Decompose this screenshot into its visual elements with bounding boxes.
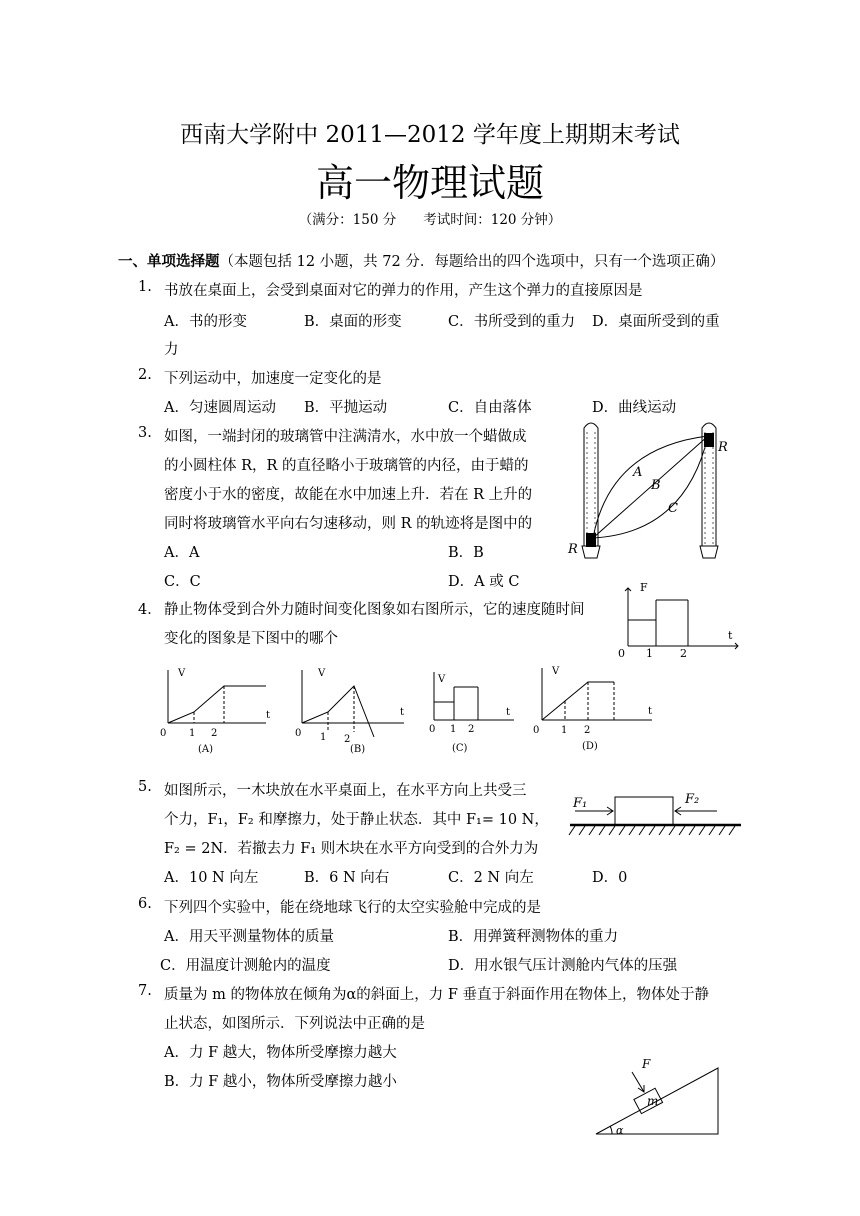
q7-option-a: A．力 F 越大，物体所受摩擦力越大 <box>164 1045 397 1061</box>
q7-incline-figure <box>590 1050 730 1138</box>
q5-line-2: 个力，F₁，F₂ 和摩擦力，处于静止状态．其中 F₁= 10 N， <box>164 812 549 828</box>
q4-graph-a <box>156 662 271 757</box>
q7-option-b: B．力 F 越小，物体所受摩擦力越小 <box>164 1074 397 1090</box>
q3-option-c: C．C <box>164 574 201 590</box>
graph-d-tick-1: 1 <box>561 725 568 736</box>
q5-option-d: D．0 <box>592 870 628 886</box>
q7-number: 7. <box>138 983 152 999</box>
force-label: F <box>642 1057 651 1071</box>
graph-d-t-label: t <box>648 706 653 717</box>
q6-stem: 下列四个实验中，能在绕地球飞行的太空实验舱中完成的是 <box>164 900 541 916</box>
q3-line-4: 同时将玻璃管水平向右匀速移动，则 R 的轨迹将是图中的 <box>164 516 533 532</box>
q4-force-time-figure <box>610 578 745 660</box>
force-arrow <box>632 1072 644 1092</box>
f2-label: F₂ <box>685 792 700 807</box>
q5-line-1: 如图所示，一木块放在水平桌面上，在水平方向上共受三 <box>164 783 527 799</box>
mass-label: m <box>647 1094 659 1108</box>
exam-subject-title: 高一物理试题 <box>315 161 544 205</box>
q5-option-c: C．2 N 向左 <box>448 870 534 886</box>
label-r-top: R <box>718 440 728 455</box>
graph-d-caption: (D) <box>582 741 598 752</box>
graph-b-tick-1: 1 <box>320 732 327 743</box>
graph-c-tick-2: 2 <box>468 724 475 735</box>
q2-option-d: D．曲线运动 <box>592 400 677 416</box>
tick-1: 1 <box>646 647 653 660</box>
exam-info: （满分：150 分 考试时间：120 分钟） <box>298 212 562 228</box>
graph-a-tick-2: 2 <box>211 728 218 739</box>
q2-option-a: A．匀速圆周运动 <box>164 400 276 416</box>
graph-b-t-label: t <box>400 707 405 718</box>
graph-a-v-label: V <box>178 668 186 679</box>
q3-line-3: 密度小于水的密度，故能在水中加速上升．若在 R 上升的 <box>164 487 533 503</box>
q3-number: 3. <box>138 425 152 441</box>
q3-option-b: B．B <box>448 545 484 561</box>
q6-option-b: B．用弹簧秤测物体的重力 <box>448 929 619 945</box>
section-heading <box>118 250 724 271</box>
label-a: A <box>633 465 643 480</box>
wax-cylinder-bottom <box>586 533 596 547</box>
right-tube-stopper <box>700 546 718 558</box>
graph-a-curve <box>168 686 266 723</box>
section-description: （本题包括 12 小题，共 72 分．每题给出的四个选项中，只有一个选项正确） <box>219 254 725 270</box>
q2-option-c: C．自由落体 <box>448 400 532 416</box>
q1-option-b: B．桌面的形变 <box>304 314 402 330</box>
wooden-block <box>615 797 673 825</box>
tick-0: 0 <box>618 647 625 660</box>
f1-label: F₁ <box>573 796 588 811</box>
q4-number: 4． <box>138 602 162 618</box>
q3-tube-figure <box>560 418 740 568</box>
q5-option-a: A．10 N 向左 <box>164 870 259 886</box>
graph-a-tick-0: 0 <box>160 728 167 739</box>
q1-stem: 书放在桌面上，会受到桌面对它的弹力的作用，产生这个弹力的直接原因是 <box>164 283 643 299</box>
f-axis-label: F <box>640 581 648 594</box>
graph-b-tick-2: 2 <box>344 734 351 745</box>
q4-graph-c <box>426 662 521 757</box>
tick-2: 2 <box>680 647 687 660</box>
q1-option-d-wrap: 力 <box>164 342 179 358</box>
q3-line-2: 的小圆柱体 R，R 的直径略小于玻璃管的内径，由于蜡的 <box>164 458 529 474</box>
q1-option-a: A．书的形变 <box>164 314 247 330</box>
q3-option-a: A．A <box>164 545 200 561</box>
q3-option-d: D．A 或 C <box>448 574 520 590</box>
graph-a-tick-1: 1 <box>189 728 196 739</box>
q6-option-c: C．用温度计测舱内的温度 <box>160 958 331 974</box>
label-r-bottom: R <box>568 542 578 557</box>
q2-number: 2. <box>138 367 152 383</box>
graph-d-v-label: V <box>552 666 560 677</box>
graph-c-t-label: t <box>506 707 511 718</box>
q1-option-c: C．书所受到的重力 <box>448 314 576 330</box>
graph-b-caption: (B) <box>350 744 366 755</box>
q4-graph-b <box>292 662 412 757</box>
q2-stem: 下列运动中，加速度一定变化的是 <box>164 371 382 387</box>
graph-b-v-label: V <box>318 668 326 679</box>
q6-option-a: A．用天平测量物体的质量 <box>164 929 334 945</box>
graph-a-caption: (A) <box>198 744 214 755</box>
q7-line-1: 质量为 m 的物体放在倾角为α的斜面上，力 F 垂直于斜面作用在物体上，物体处于静 <box>164 987 710 1003</box>
graph-d-tick-2: 2 <box>584 725 591 736</box>
q4-graph-d <box>530 660 658 757</box>
graph-c-v-label: V <box>438 674 446 685</box>
table-hatching <box>569 826 735 835</box>
q2-option-b: B．平抛运动 <box>304 400 388 416</box>
graph-b-tick-0: 0 <box>295 728 302 739</box>
graph-c-caption: (C) <box>452 743 468 754</box>
label-b: B <box>651 478 661 493</box>
q5-block-figure <box>565 785 745 840</box>
label-c: C <box>668 501 678 516</box>
q5-line-3: F₂ = 2N．若撤去力 F₁ 则木块在水平方向受到的合外力为 <box>164 841 539 857</box>
q4-line-1: 静止物体受到合外力随时间变化图象如右图所示，它的速度随时间 <box>164 602 585 618</box>
q7-line-2: 止状态，如图所示．下列说法中正确的是 <box>164 1016 425 1032</box>
q1-option-d: D．桌面所受到的重 <box>592 314 720 330</box>
q5-option-b: B．6 N 向右 <box>304 870 390 886</box>
graph-a-t-label: t <box>266 710 271 721</box>
exam-title: 西南大学附中 2011—2012 学年度上期期末考试 <box>180 122 680 148</box>
q4-line-2: 变化的图象是下图中的哪个 <box>164 631 338 647</box>
left-tube-stopper <box>582 546 600 558</box>
left-tube <box>584 423 598 546</box>
graph-b-curve <box>302 686 374 737</box>
q6-number: 6. <box>138 896 152 912</box>
graph-d-curve <box>542 682 614 720</box>
wax-cylinder-top <box>704 433 714 447</box>
section-title: 一、单项选择题 <box>118 253 220 270</box>
graph-d-tick-0: 0 <box>533 725 540 736</box>
angle-label: α <box>616 1124 624 1137</box>
graph-c-tick-0: 0 <box>429 724 436 735</box>
q1-number: 1. <box>138 279 152 295</box>
graph-c-tick-1: 1 <box>450 724 457 735</box>
q5-number: 5. <box>138 779 152 795</box>
q3-line-1: 如图，一端封闭的玻璃管中注满清水，水中放一个蜡做成 <box>164 429 527 445</box>
q6-option-d: D．用水银气压计测舱内气体的压强 <box>448 958 678 974</box>
t-axis-label: t <box>728 629 733 642</box>
